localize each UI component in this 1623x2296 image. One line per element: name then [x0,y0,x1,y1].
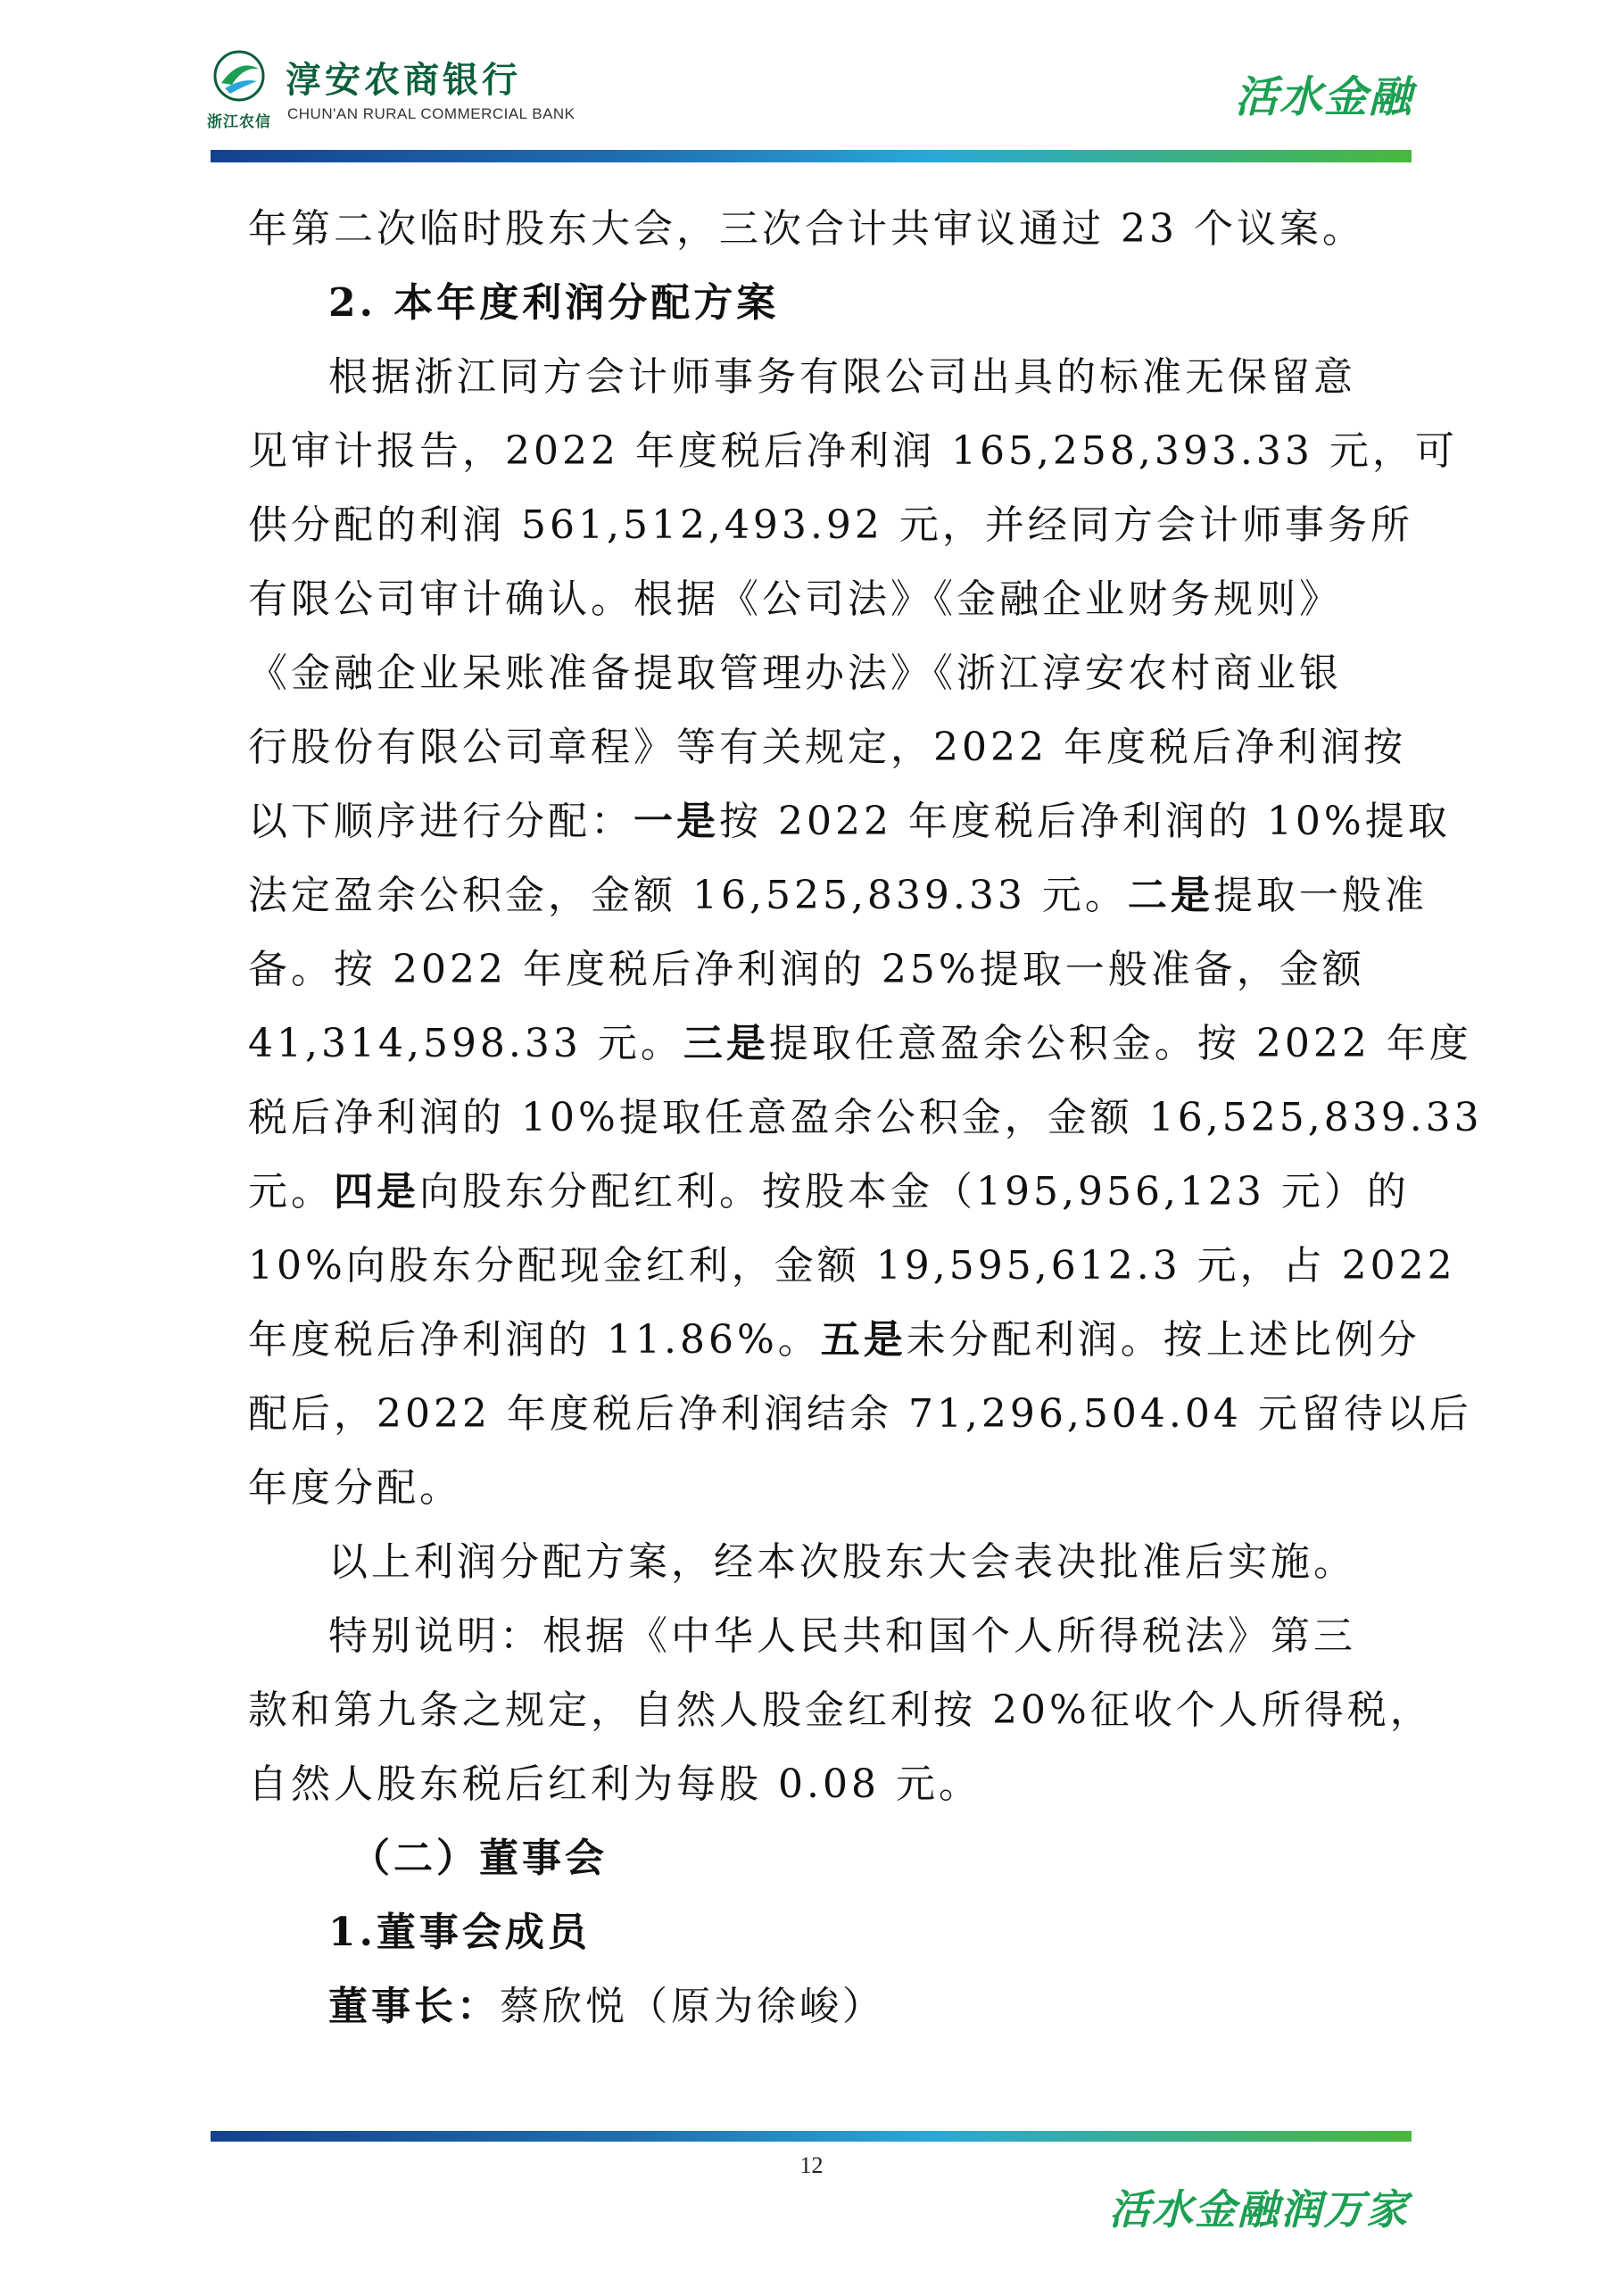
bold-keyword: 一是 [633,799,719,844]
paragraph-line [248,1155,1410,1229]
text-segment: 法定盈余公积金，金额 16,525,839.33 元。 [248,873,1128,918]
page-number: 12 [799,2152,824,2178]
section-heading-board: （二）董事会 [351,1836,608,1881]
paragraph-line: 以上利润分配方案，经本次股东大会表决批准后实施。 [328,1539,1356,1585]
text-segment: 以下顺序进行分配： [248,799,633,844]
footer-divider-band [211,2131,1412,2142]
logo-subtitle: 浙江农信 [207,113,271,131]
section-heading-profit-distribution: 2. 本年度利润分配方案 [328,280,780,326]
paragraph-line [248,1303,1420,1377]
paragraph-line [248,1007,1472,1081]
text-segment: 向股东分配红利。按股本金（195,956,123 元）的 [419,1169,1410,1214]
special-note-line: 款和第九条之规定，自然人股金红利按 20%征收个人所得税， [248,1687,1433,1733]
paragraph-line: 行股份有限公司章程》等有关规定，2022 年度税后净利润按 [248,725,1406,770]
paragraph-line: 10%向股东分配现金红利，金额 19,595,612.3 元，占 2022 [248,1243,1456,1289]
header-slogan: 活水金融 [1234,72,1413,122]
subsection-heading-board-members: 1.董事会成员 [328,1910,591,1955]
chairman-label: 董事长： [328,1984,500,2029]
paragraph-line: 备。按 2022 年度税后净利润的 25%提取一般准备，金额 [248,947,1365,992]
text-segment: 提取一般准 [1213,873,1428,918]
bold-keyword: 三是 [683,1021,769,1066]
bold-keyword: 二是 [1127,873,1213,918]
chairman-line [248,1969,1390,2043]
paragraph-line: 配后，2022 年度税后净利润结余 71,296,504.04 元留待以后 [248,1391,1472,1437]
paragraph-line: 有限公司审计确认。根据《公司法》《金融企业财务规则》 [248,576,1342,622]
paragraph-line: 根据浙江同方会计师事务有限公司出具的标准无保留意 [328,354,1356,400]
header-divider-band [211,150,1412,162]
text-segment: 年度税后净利润的 11.86%。 [248,1317,821,1363]
paragraph-line [248,784,1451,858]
bold-keyword: 五是 [820,1317,907,1363]
special-note-line: 自然人股东税后红利为每股 0.08 元。 [248,1761,981,1807]
footer-slogan: 活水金融润万家 [1109,2185,1409,2234]
bank-name-english: CHUN'AN RURAL COMMERCIAL BANK [287,105,576,122]
paragraph-line: 年度分配。 [248,1465,462,1511]
text-segment: 提取任意盈余公积金。按 2022 年度 [768,1021,1472,1066]
paragraph-line: 见审计报告，2022 年度税后净利润 165,258,393.33 元，可 [248,428,1458,474]
bold-keyword: 四是 [334,1169,419,1214]
paragraph-line: 税后净利润的 10%提取任意盈余公积金，金额 16,525,839.33 [248,1095,1483,1140]
paragraph-line: 供分配的利润 561,512,493.92 元，并经同方会计师事务所 [248,502,1413,548]
text-segment: 元。 [248,1169,334,1214]
text-segment: 41,314,598.33 元。 [248,1021,683,1066]
text-segment: 按 2022 年度税后净利润的 10%提取 [719,799,1451,844]
document-body [248,192,1483,2043]
bank-name-chinese: 淳安农商银行 [286,60,521,101]
paragraph-line [248,858,1428,932]
paragraph-line: 年第二次临时股东大会，三次合计共审议通过 23 个议案。 [248,206,1365,252]
text-segment: 未分配利润。按上述比例分 [906,1317,1420,1363]
chun-an-bank-logo-icon [212,49,266,103]
special-note-line: 特别说明：根据《中华人民共和国个人所得税法》第三 [328,1613,1356,1659]
page-header [0,0,1623,170]
paragraph-line: 《金融企业呆账准备提取管理办法》《浙江淳安农村商业银 [248,651,1342,696]
chairman-value: 蔡欣悦（原为徐峻） [500,1984,885,2029]
